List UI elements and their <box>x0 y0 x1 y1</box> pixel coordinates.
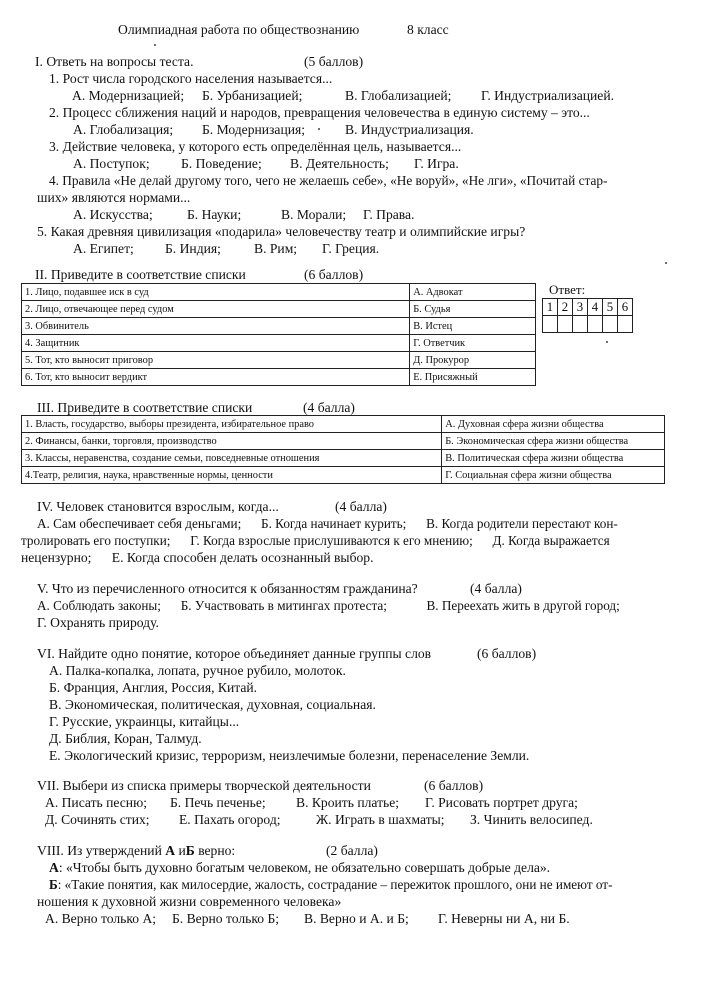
section-7-option-c: В. Кроить платье; <box>296 795 400 810</box>
section-7-option-h: З. Чинить велосипед. <box>470 812 593 827</box>
section-1-points: (5 баллов) <box>304 54 364 69</box>
answer-cell[interactable] <box>573 316 588 333</box>
q4-option-a: А. Искусства; <box>73 207 153 222</box>
answer-cell[interactable] <box>543 316 558 333</box>
conjunction: и <box>178 843 186 858</box>
section-8-option-d: Г. Неверны ни А, ни Б. <box>438 911 570 926</box>
section-8-option-c: В. Верно и А. и Б; <box>304 911 409 926</box>
answer-cell[interactable] <box>618 316 633 333</box>
answer-cell[interactable] <box>588 316 603 333</box>
statement-a <box>49 859 550 876</box>
answer-input-row <box>543 316 633 333</box>
section-4-heading: IV. Человек становится взрослым, когда... <box>37 499 279 514</box>
table-cell-right: Б. Судья <box>410 301 536 318</box>
q1-option-a: А. Модернизацией; <box>72 88 185 103</box>
section-5-line-2: Г. Охранять природу. <box>37 615 159 630</box>
answer-number: 4 <box>588 299 603 316</box>
section-4-line-2: тролировать его поступки; Г. Когда взрослые прислушиваются к его мнению; Д. Когда выражается <box>21 533 610 548</box>
table-cell-right: В. Политическая сфера жизни общества <box>442 450 665 467</box>
table-cell-right: Г. Социальная сфера жизни общества <box>442 467 665 484</box>
statement-a-ref: А <box>165 843 176 858</box>
q3-option-d: Г. Игра. <box>414 156 459 171</box>
scan-speck <box>154 44 156 46</box>
section-6-item-b: Б. Франция, Англия, Россия, Китай. <box>49 680 258 695</box>
table-cell-left: 3. Классы, неравенства, создание семьи, повседневные отношения <box>22 450 442 467</box>
page-title: Олимпиадная работа по обществознанию <box>118 22 360 37</box>
q5-option-d: Г. Греция. <box>322 241 380 256</box>
section-6-item-a: А. Палка-копалка, лопата, ручное рубило, молоток. <box>49 663 346 678</box>
statement-b <box>49 876 612 893</box>
question-5: 5. Какая древняя цивилизация «подарила» человечеству театр и олимпийские игры? <box>37 224 526 239</box>
q2-option-c: В. Индустриализация. <box>345 122 474 137</box>
table-cell-right: Е. Присяжный <box>410 369 536 386</box>
table-cell-left: 3. Обвинитель <box>22 318 410 335</box>
section-4-points: (4 балла) <box>335 499 387 514</box>
q1-option-c: В. Глобализацией; <box>345 88 452 103</box>
section-8-heading-end: верно: <box>198 843 236 858</box>
matching-table-spheres <box>21 415 665 484</box>
section-7-option-g: Ж. Играть в шахматы; <box>316 812 445 827</box>
table-row <box>22 369 536 386</box>
scan-speck <box>665 262 667 264</box>
q5-option-b: Б. Индия; <box>165 241 221 256</box>
q4-option-d: Г. Права. <box>363 207 415 222</box>
table-cell-left: 2. Лицо, отвечающее перед судом <box>22 301 410 318</box>
section-7-heading: VII. Выбери из списка примеры творческой деятельности <box>37 778 371 793</box>
section-4-line-3: нецензурно; Е. Когда способен делать осознанный выбор. <box>21 550 374 565</box>
table-row <box>22 335 536 352</box>
section-8-heading-text: VIII. Из утверждений <box>37 843 162 858</box>
question-3: 3. Действие человека, у которого есть определённая цель, называется... <box>49 139 462 154</box>
section-2-heading: II. Приведите в соответствие списки <box>35 267 246 282</box>
q4-option-c: В. Морали; <box>281 207 347 222</box>
table-row <box>22 301 536 318</box>
scan-speck <box>606 341 608 343</box>
grade-label: 8 класс <box>407 22 449 37</box>
table-row <box>22 284 536 301</box>
table-row <box>22 450 665 467</box>
section-7-option-d: Г. Рисовать портрет друга; <box>425 795 578 810</box>
table-cell-right: Г. Ответчик <box>410 335 536 352</box>
statement-b-ref: Б <box>185 843 195 858</box>
q2-option-a: А. Глобализация; <box>73 122 174 137</box>
section-5-points: (4 балла) <box>470 581 522 596</box>
section-6-item-f: Е. Экологический кризис, терроризм, неизлечимые болезни, перенаселение Земли. <box>49 748 530 763</box>
section-8-points: (2 балла) <box>326 843 378 858</box>
question-2: 2. Процесс сближения наций и народов, превращения человечества в единую систему – это... <box>49 105 590 120</box>
answer-number: 5 <box>603 299 618 316</box>
q1-option-b: Б. Урбанизацией; <box>202 88 303 103</box>
table-row <box>22 416 665 433</box>
matching-table-roles <box>21 283 536 386</box>
table-row <box>22 352 536 369</box>
table-cell-left: 5. Тот, кто выносит приговор <box>22 352 410 369</box>
statement-b-label: Б <box>49 877 58 892</box>
q3-option-c: В. Деятельность; <box>290 156 389 171</box>
statement-a-text: : «Чтобы быть духовно богатым человеком, не обязательно совершать добрые дела». <box>58 860 551 875</box>
statement-a-label: А <box>49 860 59 875</box>
section-6-points: (6 баллов) <box>477 646 537 661</box>
table-cell-left: 2. Финансы, банки, торговля, производство <box>22 433 442 450</box>
section-8-heading <box>37 842 235 859</box>
answer-number: 2 <box>558 299 573 316</box>
q4-option-b: Б. Науки; <box>187 207 242 222</box>
section-6-item-d: Г. Русские, украинцы, китайцы... <box>49 714 240 729</box>
question-4-line-1: 4. Правила «Не делай другому того, чего не желаешь себе», «Не воруй», «Не лги», «Почитай стар- <box>49 173 608 188</box>
answer-cell[interactable] <box>603 316 618 333</box>
table-cell-left: 1. Лицо, подавшее иск в суд <box>22 284 410 301</box>
q1-option-d: Г. Индустриализацией. <box>481 88 615 103</box>
section-7-option-a: А. Писать песню; <box>45 795 148 810</box>
answer-label: Ответ: <box>549 282 586 297</box>
section-1-heading: I. Ответь на вопросы теста. <box>35 54 194 69</box>
scan-speck <box>318 128 320 130</box>
table-cell-left: 6. Тот, кто выносит вердикт <box>22 369 410 386</box>
q2-option-b: Б. Модернизация; <box>202 122 306 137</box>
table-cell-right: Б. Экономическая сфера жизни общества <box>442 433 665 450</box>
statement-b-text: : «Такие понятия, как милосердие, жалость, сострадание – пережиток прошлого, они не имеют от- <box>57 877 613 892</box>
section-2-points: (6 баллов) <box>304 267 364 282</box>
section-7-option-f: Е. Пахать огород; <box>179 812 281 827</box>
section-6-heading: VI. Найдите одно понятие, которое объединяет данные группы слов <box>37 646 432 661</box>
section-8-option-b: Б. Верно только Б; <box>172 911 280 926</box>
section-6-item-e: Д. Библия, Коран, Талмуд. <box>49 731 202 746</box>
question-1: 1. Рост числа городского населения называется... <box>49 71 333 86</box>
section-7-option-b: Б. Печь печенье; <box>170 795 266 810</box>
section-3-heading: III. Приведите в соответствие списки <box>37 400 253 415</box>
table-cell-left: 1. Власть, государство, выборы президента, избирательное право <box>22 416 442 433</box>
table-cell-right: Д. Прокурор <box>410 352 536 369</box>
table-row <box>22 318 536 335</box>
q5-option-c: В. Рим; <box>254 241 298 256</box>
answer-number: 1 <box>543 299 558 316</box>
table-row <box>22 467 665 484</box>
table-cell-right: В. Истец <box>410 318 536 335</box>
table-cell-right: А. Адвокат <box>410 284 536 301</box>
q3-option-b: Б. Поведение; <box>181 156 262 171</box>
section-7-points: (6 баллов) <box>424 778 484 793</box>
question-4-line-2: ших» являются нормами... <box>37 190 191 205</box>
answer-cell[interactable] <box>558 316 573 333</box>
section-3-points: (4 балла) <box>303 400 355 415</box>
statement-b-line-2: ношения к духовной жизни современного человека» <box>37 894 342 909</box>
answer-number-row <box>543 299 633 316</box>
answer-number: 3 <box>573 299 588 316</box>
table-cell-right: А. Духовная сфера жизни общества <box>442 416 665 433</box>
answer-number: 6 <box>618 299 633 316</box>
section-6-item-c: В. Экономическая, политическая, духовная, социальная. <box>49 697 376 712</box>
q5-option-a: А. Египет; <box>73 241 134 256</box>
section-5-line-1: А. Соблюдать законы; Б. Участвовать в митингах протеста; В. Переехать жить в другой город; <box>37 598 620 613</box>
table-cell-left: 4. Защитник <box>22 335 410 352</box>
section-8-option-a: А. Верно только А; <box>45 911 157 926</box>
q3-option-a: А. Поступок; <box>73 156 150 171</box>
section-7-option-e: Д. Сочинять стих; <box>45 812 150 827</box>
table-row <box>22 433 665 450</box>
table-cell-left: 4.Театр, религия, наука, нравственные нормы, ценности <box>22 467 442 484</box>
answer-grid <box>542 298 633 333</box>
section-4-line-1: А. Сам обеспечивает себя деньгами; Б. Когда начинает курить; В. Когда родители перестают кон- <box>37 516 618 531</box>
section-5-heading: V. Что из перечисленного относится к обязанностям гражданина? <box>37 581 418 596</box>
